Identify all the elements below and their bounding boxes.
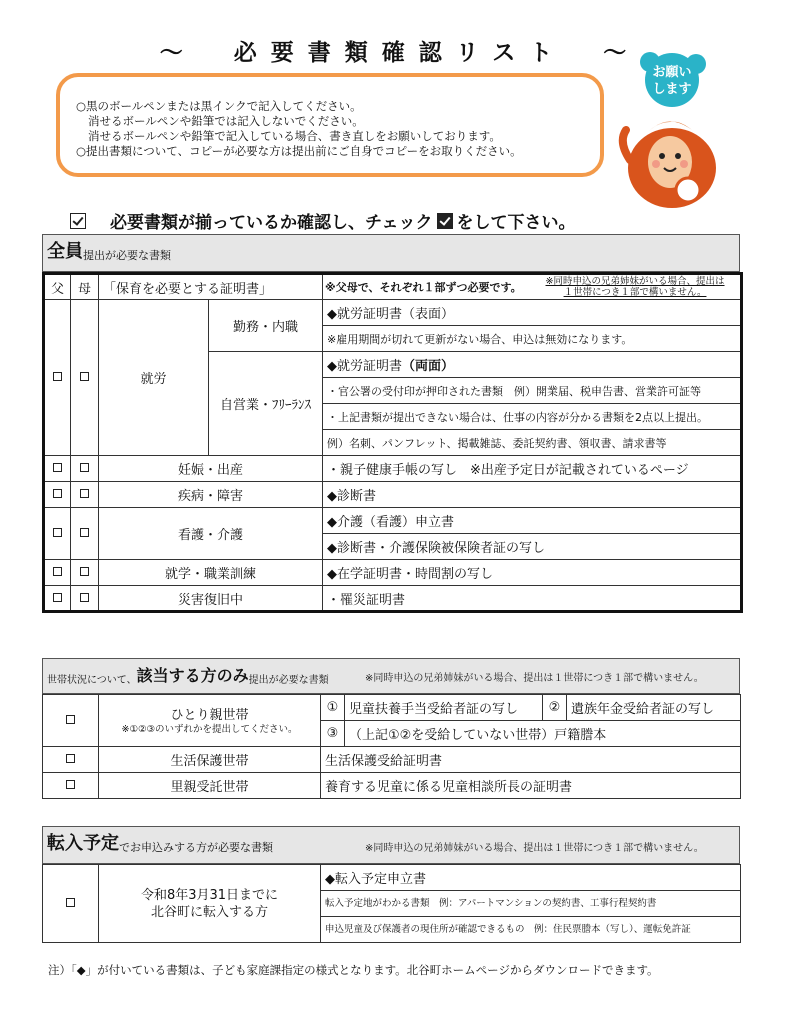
welfare-checkbox[interactable]: [43, 747, 99, 773]
mother-header: 母: [71, 274, 99, 300]
table-row: [43, 773, 741, 799]
mother-checkbox[interactable]: [71, 560, 99, 586]
bubble-text-1: お願い: [652, 65, 692, 80]
notice-line: ○黒のボールペンまたは黒インクで記入してください。: [76, 99, 362, 113]
illness-label: 疾病・障害: [99, 482, 323, 508]
foster-checkbox[interactable]: [43, 773, 99, 799]
self-doc-text: ◆就労証明書: [327, 359, 403, 374]
notice-line: ○提出書類について、コピーが必要な方は提出前にご自身でコピーをお取りください。: [76, 144, 522, 158]
self-doc-both-sides: （両面）: [402, 359, 455, 374]
table-header-row: [44, 274, 742, 300]
instruction-text-after: をして下さい。: [456, 213, 576, 233]
section-applicable-header: [42, 658, 740, 694]
mascot-illustration: [608, 50, 724, 210]
sibling-note: [535, 276, 735, 298]
pregnancy-doc: ・親子健康手帳の写し ※出産予定日が記載されているページ: [323, 456, 742, 482]
section-title: 転入予定: [47, 833, 119, 854]
cert-note: ※父母で、それぞれ１部ずつ必要です。: [325, 281, 522, 294]
self-employed-label: 自営業・ﾌﾘｰﾗﾝｽ: [209, 352, 323, 456]
office-doc: ◆就労証明書（表面）: [323, 300, 742, 326]
option-doc: 遺族年金受給者証の写し: [567, 695, 741, 721]
moving-checkbox[interactable]: [43, 865, 99, 943]
section-all-header: [42, 234, 740, 272]
office-note: ※雇用期間が切れて更新がない場合、申込は無効になります。: [323, 326, 742, 352]
option-number: ②: [543, 695, 567, 721]
table-row: [44, 586, 742, 612]
instruction-text-before: 必要書類が揃っているか確認し、チェック: [110, 213, 433, 233]
table-row: [43, 747, 741, 773]
section-subtitle: 提出が必要な書類: [83, 249, 171, 262]
moving-doc-2: 転入予定地がわかる書類 例：アパートマンションの契約書、工事行程契約書: [321, 891, 741, 917]
father-checkbox[interactable]: [44, 586, 71, 612]
father-header: 父: [44, 274, 71, 300]
foster-label: 里親受託世帯: [99, 773, 321, 799]
single-parent-cell: [99, 695, 321, 747]
single-parent-label: ひとり親世帯: [170, 707, 249, 723]
welfare-label: 生活保護世帯: [99, 747, 321, 773]
footer-note: 注）「◆」が付いている書類は、子ども家庭課指定の様式となります。北谷町ホームページからダウンロードできます。: [48, 963, 659, 977]
single-parent-checkbox[interactable]: [43, 695, 99, 747]
checklist-instruction: [70, 208, 576, 233]
pregnancy-label: 妊娠・出産: [99, 456, 323, 482]
father-checkbox[interactable]: [44, 482, 71, 508]
bubble-text-2: します: [652, 82, 692, 97]
care-doc-1: ◆介護（看護）申立書: [323, 508, 742, 534]
cert-header: 「保育を必要とする証明書」: [99, 274, 323, 300]
table-row: [44, 300, 742, 326]
notice-line: 消せるボールペンや鉛筆では記入しないでください。: [88, 114, 364, 128]
section-subtitle: でお申込みする方が必要な書類: [119, 841, 273, 854]
applicable-documents-table: [42, 694, 741, 799]
table-row: [43, 695, 741, 721]
mother-checkbox[interactable]: [71, 586, 99, 612]
section-title: 全員: [47, 241, 83, 262]
moving-who-line2: 北谷町に転入する方: [150, 904, 268, 920]
mother-checkbox[interactable]: [71, 300, 99, 456]
father-checkbox[interactable]: [44, 508, 71, 560]
cert-note-cell: [323, 274, 742, 300]
section-moving-header: [42, 826, 740, 864]
table-row: [44, 560, 742, 586]
study-label: 就学・職業訓練: [99, 560, 323, 586]
section-note: ※同時申込の兄弟姉妹がいる場合、提出は１世帯につき１部で構いません。: [365, 673, 704, 684]
option-number: ③: [321, 721, 345, 747]
self-note-1: ・官公署の受付印が押印された書類 例）開業届、税申告書、営業許可証等: [323, 378, 742, 404]
moving-documents-table: [42, 864, 741, 943]
table-row: [43, 865, 741, 891]
sibling-note-line2: １世帯につき１部で構いません。: [563, 287, 707, 298]
table-row: [44, 508, 742, 534]
mother-checkbox[interactable]: [71, 508, 99, 560]
moving-who-cell: [99, 865, 321, 943]
father-checkbox[interactable]: [44, 300, 71, 456]
father-checkbox[interactable]: [44, 560, 71, 586]
study-doc: ◆在学証明書・時間割の写し: [323, 560, 742, 586]
page-title: ～ 必要書類確認リスト ～: [159, 40, 641, 66]
self-note-2: ・上記書類が提出できない場合は、仕事の内容が分かる書類を2点以上提出。: [323, 404, 742, 430]
work-label: 就労: [99, 300, 209, 456]
table-row: [44, 482, 742, 508]
checkbox-icon: [70, 213, 86, 229]
notice-box: [56, 73, 604, 177]
moving-who-line1: 令和8年3月31日までに: [140, 887, 279, 903]
father-checkbox[interactable]: [44, 456, 71, 482]
option-doc: （上記①②を受給していない世帯）戸籍謄本: [345, 721, 741, 747]
welfare-doc: 生活保護受給証明書: [321, 747, 741, 773]
moving-doc-3: 申込児童及び保護者の現住所が確認できるもの 例：住民票謄本（写し）、運転免許証: [321, 917, 741, 943]
care-doc-2: ◆診断書・介護保険被保険者証の写し: [323, 534, 742, 560]
self-doc: [323, 352, 742, 378]
required-documents-table: [42, 272, 743, 613]
checked-box-icon: [437, 213, 453, 229]
care-label: 看護・介護: [99, 508, 323, 560]
section-note: ※同時申込の兄弟姉妹がいる場合、提出は１世帯につき１部で構いません。: [365, 843, 704, 854]
mother-checkbox[interactable]: [71, 482, 99, 508]
mother-checkbox[interactable]: [71, 456, 99, 482]
section-subtitle: 提出が必要な書類: [248, 675, 329, 686]
notice-line: 消せるボールペンや鉛筆で記入している場合、書き直しをお願いしております。: [88, 129, 501, 143]
table-row: [44, 456, 742, 482]
moving-doc-1: ◆転入予定申立書: [321, 865, 741, 891]
office-label: 勤務・内職: [209, 300, 323, 352]
option-doc: 児童扶養手当受給者証の写し: [345, 695, 543, 721]
section-title: 該当する方のみ: [136, 666, 249, 685]
section-prefix: 世帯状況について、: [47, 675, 137, 686]
single-parent-note: ※①②③のいずれかを提出してください。: [121, 723, 298, 735]
disaster-doc: ・罹災証明書: [323, 586, 742, 612]
option-number: ①: [321, 695, 345, 721]
sibling-note-line1: ※同時申込の兄弟姉妹がいる場合、提出は: [545, 276, 725, 287]
disaster-label: 災害復旧中: [99, 586, 323, 612]
self-note-3: 例）名刺、パンフレット、掲載雑誌、委託契約書、領収書、請求書等: [323, 430, 742, 456]
foster-doc: 養育する児童に係る児童相談所長の証明書: [321, 773, 741, 799]
illness-doc: ◆診断書: [323, 482, 742, 508]
